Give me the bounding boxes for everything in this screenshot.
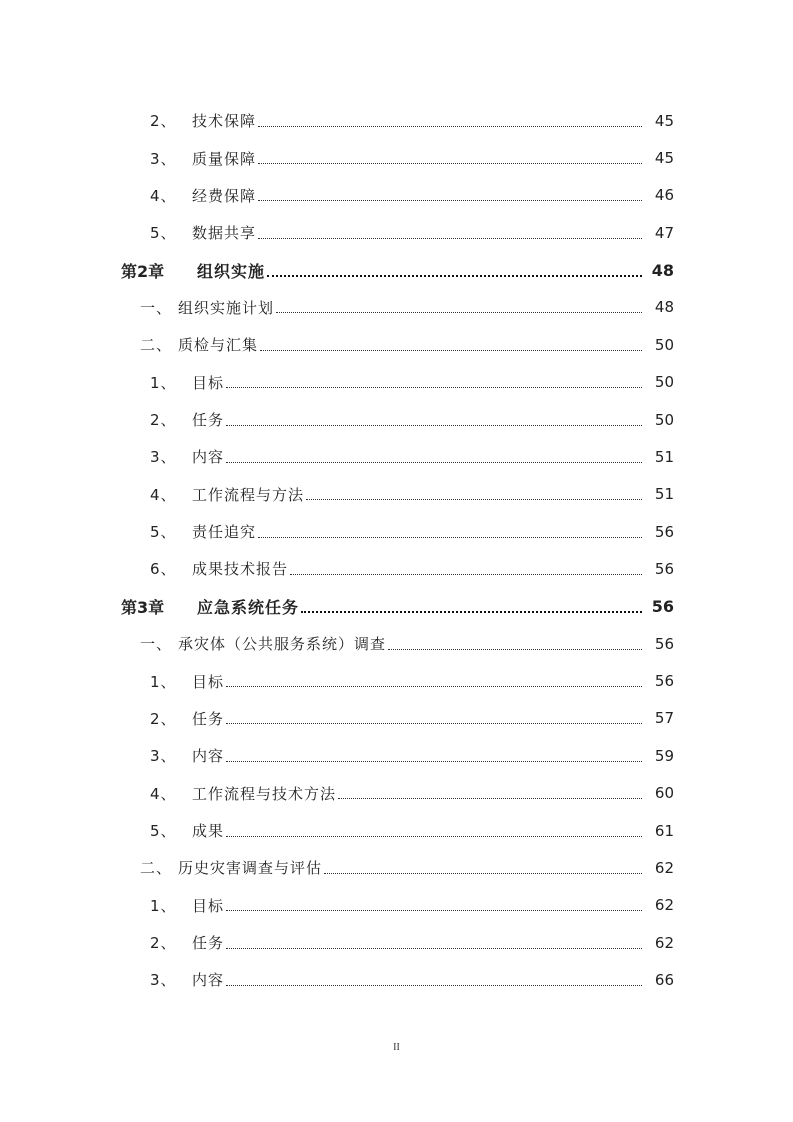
toc-entry-title: 任务	[192, 934, 225, 953]
toc-subsection-entry[interactable]	[0, 476, 793, 513]
toc-subsection-entry[interactable]	[0, 774, 793, 811]
toc-entry-page: 66	[654, 970, 674, 989]
toc-entry-title: 质量保障	[192, 149, 257, 168]
toc-subsection-entry[interactable]	[0, 139, 793, 176]
toc-dot-leader	[258, 536, 642, 538]
toc-entry-page: 56	[654, 672, 674, 691]
toc-entry-number: 4、	[150, 186, 177, 205]
toc-entry-page: 62	[654, 896, 674, 915]
toc-entry-title: 组织实施	[197, 261, 266, 281]
toc-dot-leader	[258, 162, 642, 164]
toc-entry-page: 51	[654, 447, 674, 466]
toc-dot-leader	[226, 760, 642, 762]
toc-entry-page: 45	[654, 111, 674, 130]
toc-entry-page: 62	[654, 933, 674, 952]
toc-dot-leader	[260, 349, 642, 351]
toc-subsection-entry[interactable]	[0, 102, 793, 139]
toc-entry-title: 任务	[192, 709, 225, 728]
toc-entry-number: 3、	[150, 149, 177, 168]
toc-entry-title: 内容	[192, 448, 225, 467]
toc-entry-number: 6、	[150, 560, 177, 579]
toc-subsection-entry[interactable]	[0, 887, 793, 924]
toc-entry-page: 56	[654, 559, 674, 578]
toc-entry-title: 数据共享	[192, 224, 257, 243]
toc-entry-title: 组织实施计划	[178, 298, 275, 317]
toc-subsection-entry[interactable]	[0, 924, 793, 961]
toc-entry-number: 5、	[150, 822, 177, 840]
toc-entry-number: 二、	[140, 336, 173, 355]
toc-subsection-entry[interactable]	[0, 550, 793, 587]
toc-entry-page: 47	[654, 223, 674, 242]
toc-entry-title: 承灾体（公共服务系统）调查	[178, 635, 387, 654]
toc-entry-page: 51	[654, 485, 674, 504]
toc-entry-title: 质检与汇集	[178, 336, 259, 355]
toc-entry-title: 责任追究	[192, 523, 257, 542]
toc-entry-page: 48	[651, 260, 674, 280]
toc-entry-page: 48	[654, 298, 674, 317]
toc-entry-number: 1、	[150, 373, 177, 392]
toc-section-entry[interactable]	[0, 849, 793, 886]
toc-dot-leader	[258, 125, 642, 127]
toc-entry-number: 一、	[140, 298, 173, 317]
toc-entry-page: 61	[654, 821, 674, 840]
toc-entry-number: 1、	[150, 672, 177, 691]
toc-entry-number: 2、	[150, 709, 177, 728]
toc-chapter-entry[interactable]	[0, 251, 793, 288]
toc-entry-number: 3、	[150, 448, 177, 467]
toc-dot-leader	[226, 909, 642, 911]
toc-entry-number: 1、	[150, 896, 177, 915]
toc-entry-title: 目标	[192, 373, 225, 392]
toc-entry-page: 46	[654, 186, 674, 205]
table-of-contents	[0, 102, 793, 999]
toc-dot-leader	[388, 648, 642, 650]
toc-subsection-entry[interactable]	[0, 513, 793, 550]
toc-section-entry[interactable]	[0, 326, 793, 363]
toc-dot-leader	[226, 947, 642, 949]
toc-entry-number: 一、	[140, 635, 173, 654]
toc-subsection-entry[interactable]	[0, 438, 793, 475]
toc-entry-number: 4、	[150, 485, 177, 504]
toc-entry-number: 5、	[150, 224, 177, 243]
toc-entry-page: 50	[654, 335, 674, 354]
toc-dot-leader	[226, 722, 642, 724]
toc-entry-title: 历史灾害调查与评估	[178, 859, 323, 878]
toc-dot-leader	[301, 610, 642, 613]
toc-subsection-entry[interactable]	[0, 662, 793, 699]
toc-entry-page: 57	[654, 709, 674, 728]
toc-entry-title: 工作流程与方法	[192, 485, 305, 504]
toc-dot-leader	[226, 424, 642, 426]
toc-subsection-entry[interactable]	[0, 961, 793, 998]
toc-entry-page: 60	[654, 784, 674, 803]
toc-entry-title: 经费保障	[192, 186, 257, 205]
toc-entry-page: 50	[654, 373, 674, 392]
toc-entry-number: 二、	[140, 859, 173, 878]
toc-entry-page: 50	[654, 410, 674, 429]
toc-entry-title: 目标	[192, 672, 225, 691]
toc-entry-number: 第3章	[121, 597, 165, 617]
toc-entry-title: 成果	[192, 822, 225, 840]
toc-subsection-entry[interactable]	[0, 401, 793, 438]
toc-entry-title: 成果技术报告	[192, 560, 289, 579]
toc-entry-title: 任务	[192, 411, 225, 430]
toc-entry-number: 2、	[150, 112, 177, 131]
toc-section-entry[interactable]	[0, 289, 793, 326]
toc-entry-number: 3、	[150, 747, 177, 766]
toc-entry-title: 内容	[192, 971, 225, 990]
toc-dot-leader	[226, 685, 642, 687]
toc-subsection-entry[interactable]	[0, 812, 793, 849]
toc-entry-page: 56	[654, 522, 674, 541]
toc-dot-leader	[226, 984, 642, 986]
toc-dot-leader	[267, 274, 642, 277]
toc-dot-leader	[226, 386, 642, 388]
toc-dot-leader	[258, 237, 642, 239]
toc-entry-page: 59	[654, 746, 674, 765]
toc-entry-title: 技术保障	[192, 112, 257, 131]
toc-dot-leader	[338, 797, 642, 799]
toc-entry-page: 62	[654, 858, 674, 877]
toc-dot-leader	[258, 199, 642, 201]
toc-dot-leader	[226, 835, 642, 837]
toc-subsection-entry[interactable]	[0, 700, 793, 737]
toc-subsection-entry[interactable]	[0, 177, 793, 214]
toc-dot-leader	[276, 311, 642, 313]
toc-entry-title: 内容	[192, 747, 225, 766]
toc-dot-leader	[324, 872, 642, 874]
toc-entry-page: 56	[654, 634, 674, 653]
toc-subsection-entry[interactable]	[0, 364, 793, 401]
toc-subsection-entry[interactable]	[0, 214, 793, 251]
toc-entry-number: 2、	[150, 934, 177, 953]
toc-dot-leader	[306, 498, 642, 500]
toc-entry-number: 4、	[150, 784, 177, 803]
toc-entry-number: 第2章	[121, 261, 165, 281]
toc-subsection-entry[interactable]	[0, 737, 793, 774]
toc-entry-page: 56	[651, 596, 674, 616]
toc-entry-number: 3、	[150, 971, 177, 990]
toc-dot-leader	[290, 573, 642, 575]
toc-section-entry[interactable]	[0, 625, 793, 662]
page-number: II	[393, 1042, 400, 1053]
toc-dot-leader	[226, 461, 642, 463]
toc-entry-title: 应急系统任务	[197, 597, 300, 617]
toc-entry-title: 工作流程与技术方法	[192, 784, 337, 803]
toc-entry-page: 45	[654, 149, 674, 168]
toc-chapter-entry[interactable]	[0, 588, 793, 625]
toc-entry-title: 目标	[192, 896, 225, 915]
toc-entry-number: 2、	[150, 411, 177, 430]
toc-entry-number: 5、	[150, 523, 177, 542]
